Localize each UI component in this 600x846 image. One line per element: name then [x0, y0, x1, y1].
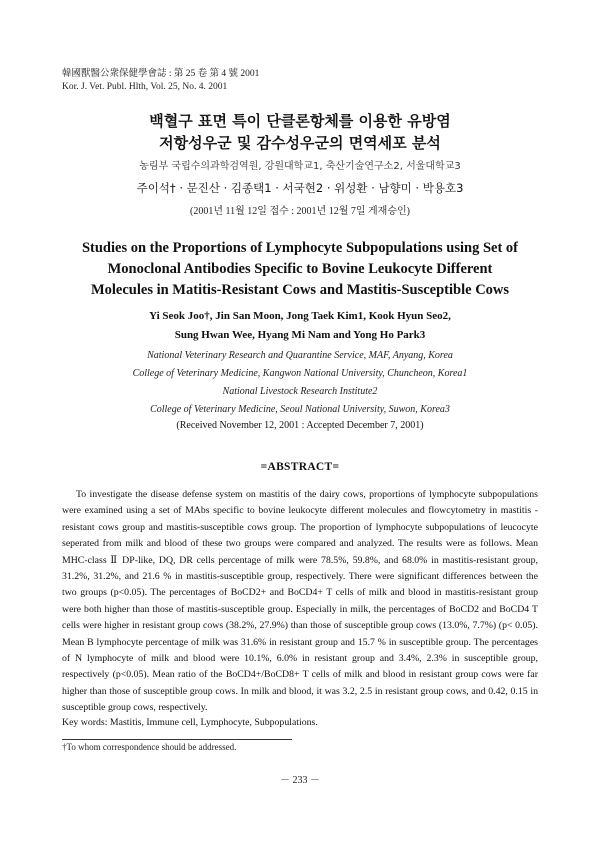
english-authors	[0, 307, 600, 345]
english-title-line-3: Molecules in Matitis-Resistant Cows and Mastitis-Susceptible Cows	[90, 282, 510, 298]
footnote-rule	[62, 739, 292, 740]
keywords	[62, 717, 538, 728]
english-title-line-2: Monoclonal Antibodies Specific to Bovine Leukocyte Different	[107, 261, 493, 277]
english-authors-line-2: Sung Hwan Wee, Hyang Mi Nam and Yong Ho Park3	[174, 329, 426, 341]
affiliation-1: National Veterinary Research and Quarantine Service, MAF, Anyang, Korea	[147, 350, 453, 361]
abstract-heading: =ABSTRACT=	[260, 461, 340, 473]
page-number: － 233 －	[280, 775, 320, 786]
keywords-label: Key words:	[62, 717, 108, 728]
korean-title	[0, 110, 600, 154]
english-title-line-1: Studies on the Proportions of Lymphocyte Subpopulations using Set of	[81, 240, 519, 256]
korean-received-date: (2001년 11월 12일 접수 : 2001년 12월 7일 게재승인)	[190, 206, 410, 217]
affiliation-3: National Livestock Research Institute2	[222, 386, 378, 397]
english-received-date: (Received November 12, 2001 : Accepted December 7, 2001)	[176, 420, 424, 431]
journal-name-english: Kor. J. Vet. Publ. Hlth, Vol. 25, No. 4. 2001	[62, 82, 228, 92]
english-title	[0, 238, 600, 301]
journal-header	[62, 68, 259, 94]
correspondence-footnote: †To whom correspondence should be addressed.	[62, 742, 237, 752]
korean-title-line-1: 백혈구 표면 특이 단클론항체를 이용한 유방염	[149, 112, 451, 130]
keywords-value: Mastitis, Immune cell, Lymphocyte, Subpopulations.	[107, 717, 318, 728]
korean-title-line-2: 저항성우군 및 감수성우군의 면역세포 분석	[159, 134, 441, 152]
english-authors-line-1: Yi Seok Joo†, Jin San Moon, Jong Taek Kim1, Kook Hyun Seo2,	[149, 310, 451, 322]
korean-affiliations: 농림부 국립수의과학검역원, 강원대학교1, 축산기술연구소2, 서울대학교3	[139, 161, 461, 172]
abstract-paragraph: To investigate the disease defense system on mastitis of the dairy cows, proportions of lymphocyte subpopulations were examined using a set of MAbs specific to bovine leukocyte different molecules and flowcytometry in mastitis -resistant cows group and mastitis-susceptible cows group. The proportion of lymphocyte subpopulations of leucocyte seperated from milk and blood of these two groups were compared and analyzed. The results were as follows. Mean MHC-class Ⅱ DP-like, DQ, DR cells percentage of milk were 78.5%, 59.8%, and 68.0% in mastitis-resistant group, 31.2%, 31.2%, and 21.6 % in mastitis-susceptible group, respectively. There were significant differences between the two groups (p<0.05). The percentages of BoCD2+ and BoCD4+ T cells of milk and blood in mastitis-resistant group were both higher than those of mastitis-susceptible group. Especially in milk, the percentages of BoCD2 and BoCD4 T cells were higher in resistant group cows (38.2%, 27.9%) than those of susceptible group cows (13.0%, 7.7%) (p< 0.05). Mean B lymphocyte percentage of milk was 31.6% in resistant group and 15.7 % in susceptible group. The percentages of N lymphocyte of milk and blood were 10.1%, 6.0% in resistant group and 3.4%, 2.3% in susceptible group, respectively (p<0.05). Mean ratio of the BoCD4+/BoCD8+ T cells of milk and blood in resistant group cows were far higher than those of susceptible group cows. In milk and blood, it was 3.2, 2.5 in resistant group cows, and 0.42, 0.15 in susceptible group cows, respectively.	[62, 489, 538, 714]
english-affiliations	[0, 347, 600, 419]
abstract-body	[62, 487, 538, 717]
affiliation-4: College of Veterinary Medicine, Seoul National University, Suwon, Korea3	[150, 404, 450, 415]
affiliation-2: College of Veterinary Medicine, Kangwon National University, Chuncheon, Korea1	[132, 368, 468, 379]
journal-name-korean: 韓國獸醫公衆保健學會誌 : 第 25 卷 第 4 號 2001	[62, 69, 260, 79]
korean-authors: 주이석† · 문진산 · 김종택1 · 서국현2 · 위성환 · 남향미 · 박용호3	[136, 181, 464, 195]
